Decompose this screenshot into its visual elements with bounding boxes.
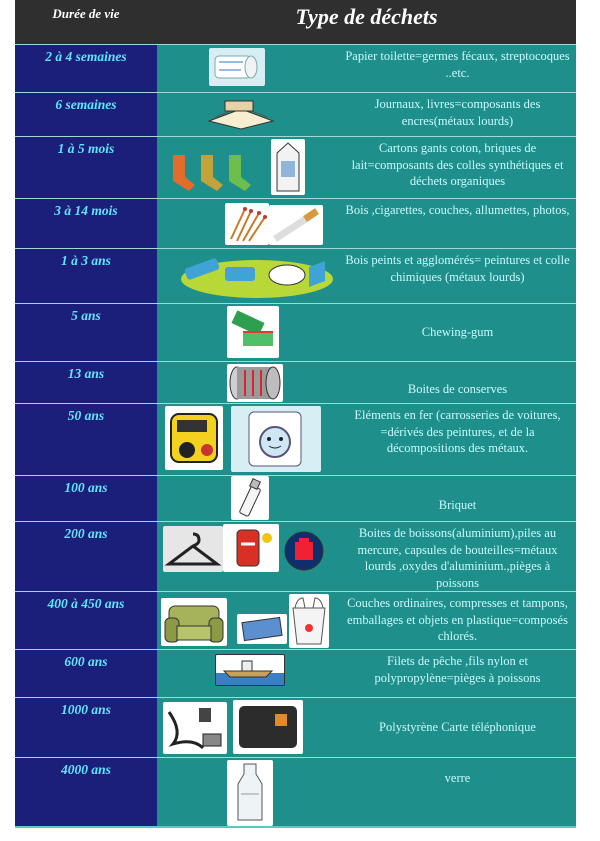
duration-cell: 1 à 3 ans (15, 249, 157, 303)
image-cell (157, 249, 339, 303)
soda-can-icon (223, 524, 279, 572)
duration-cell: 5 ans (15, 304, 157, 361)
duration-cell: 1000 ans (15, 698, 157, 757)
waste-lifetime-table (15, 0, 576, 827)
cigarette-icon (269, 205, 323, 245)
waste-cell: Polystyrène Carte téléphonique (339, 698, 576, 757)
image-cell (157, 93, 339, 136)
car-icon (165, 406, 223, 470)
matches-icon (225, 203, 269, 245)
washing-machine-icon (231, 406, 321, 472)
duration-cell: 1 à 5 mois (15, 137, 157, 198)
duration-cell: 400 à 450 ans (15, 592, 157, 649)
header-duration: Durée de vie (52, 6, 120, 21)
hanger-icon (163, 526, 223, 572)
plastic-bag-icon (289, 594, 329, 648)
table-row (15, 475, 576, 521)
table-row (15, 92, 576, 136)
waste-cell: Papier toilette=germes fécaux, streptocoques ..etc. (339, 45, 576, 92)
header-waste-type: Type de déchets (295, 4, 438, 29)
image-cell (157, 698, 339, 757)
duration-cell: 600 ans (15, 650, 157, 697)
image-cell (157, 304, 339, 361)
glass-bottle-icon (227, 760, 273, 826)
table-row (15, 136, 576, 198)
duration-cell: 200 ans (15, 522, 157, 591)
table-row (15, 649, 576, 697)
cables-icon (163, 702, 227, 754)
table-row (15, 198, 576, 248)
image-cell (157, 137, 339, 198)
paint-roller-icon (179, 253, 335, 299)
image-cell (157, 522, 339, 591)
toilet-paper-icon (209, 48, 265, 86)
waste-cell: Boites de boissons(aluminium),piles au mercure, capsules de bouteilles=métaux lourds ,oxydes d'aluminium.,pièges à poissons (339, 522, 576, 591)
waste-cell: Eléments en fer (carrosseries de voitures, =dérivés des peintures, et de la décompositions des métaux. (339, 404, 576, 475)
image-cell (157, 199, 339, 248)
duration-cell: 3 à 14 mois (15, 199, 157, 248)
battery-icon (281, 530, 327, 572)
waste-cell: Chewing-gum (339, 304, 576, 361)
image-cell (157, 45, 339, 92)
milk-carton-icon (271, 139, 305, 195)
waste-cell: Journaux, livres=composants des encres(métaux lourds) (339, 93, 576, 136)
lighter-icon (231, 476, 269, 520)
packaging-icon (237, 614, 287, 644)
chewing-gum-icon (227, 306, 279, 358)
image-cell (157, 476, 339, 521)
waste-cell: verre (339, 758, 576, 827)
armchair-icon (161, 598, 227, 646)
waste-cell: Bois ,cigarettes, couches, allumettes, photos, (339, 199, 576, 248)
image-cell (157, 592, 339, 649)
table-row (15, 403, 576, 475)
table-row (15, 248, 576, 303)
waste-cell: Boites de conserves (339, 362, 576, 403)
socks-icon (165, 151, 261, 193)
books-icon (205, 97, 277, 131)
image-cell (157, 404, 339, 475)
table-header (15, 0, 576, 44)
waste-cell: Couches ordinaires, compresses et tampons, emballages et objets en plastique=composés chlorés. (339, 592, 576, 649)
table-row (15, 44, 576, 92)
table-bottom-border (15, 826, 576, 828)
waste-cell: Cartons gants coton, briques de lait=composants des colles synthétiques et déchets organiques (339, 137, 576, 198)
table-row (15, 303, 576, 361)
duration-cell: 6 semaines (15, 93, 157, 136)
duration-cell: 4000 ans (15, 758, 157, 827)
waste-cell: Bois peints et agglomérés= peintures et colle chimiques (métaux lourds) (339, 249, 576, 303)
table-row (15, 521, 576, 591)
duration-cell: 50 ans (15, 404, 157, 475)
phone-card-icon (233, 700, 303, 754)
duration-cell: 100 ans (15, 476, 157, 521)
image-cell (157, 362, 339, 403)
table-row (15, 591, 576, 649)
waste-cell: Briquet (339, 476, 576, 521)
duration-cell: 13 ans (15, 362, 157, 403)
table-row (15, 697, 576, 757)
table-row (15, 361, 576, 403)
tin-can-icon (227, 364, 283, 402)
duration-cell: 2 à 4 semaines (15, 45, 157, 92)
image-cell (157, 650, 339, 697)
fishing-boat-icon (215, 654, 285, 686)
waste-cell: Filets de pêche ,fils nylon et polypropylène=pièges à poissons (339, 650, 576, 697)
table-row (15, 757, 576, 827)
image-cell (157, 758, 339, 827)
